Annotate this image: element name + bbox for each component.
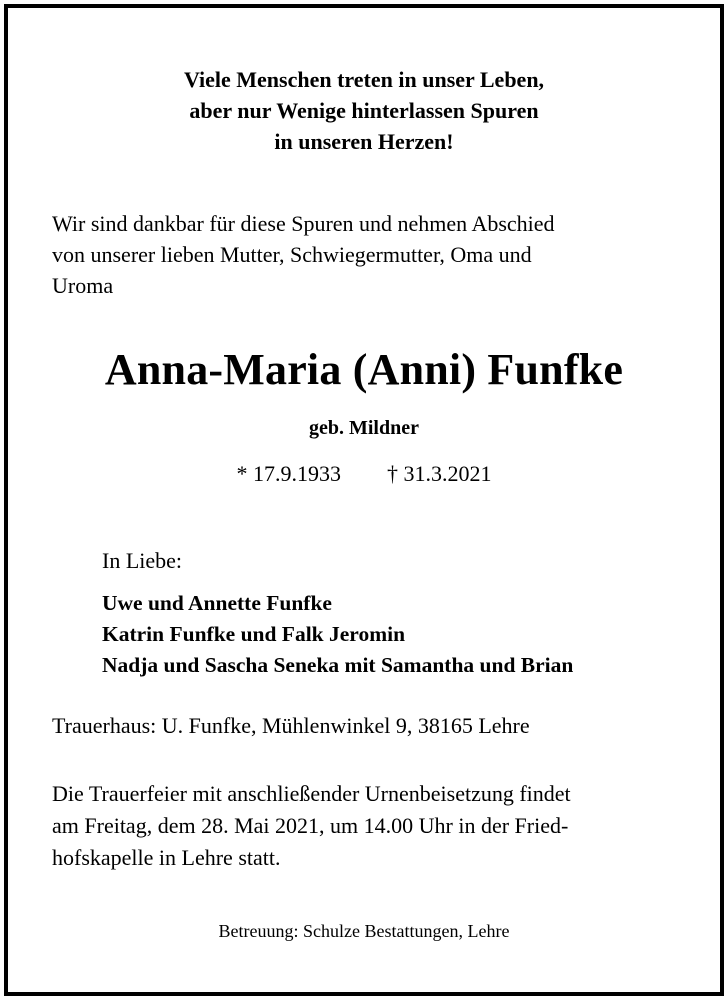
intro-line-3: Uroma: [52, 273, 114, 298]
mourners-label: In Liebe:: [102, 548, 183, 573]
farewell-intro: [52, 208, 555, 301]
mourners-list: [102, 588, 573, 681]
deceased-name: Anna-Maria (Anni) Funfke: [104, 345, 624, 394]
house-of-mourning: Trauerhaus: U. Funfke, Mühlenwinkel 9, 38165 Lehre: [52, 713, 530, 738]
obituary-frame: [4, 4, 724, 996]
motto-line-3: in unseren Herzen!: [274, 129, 454, 154]
life-dates: [8, 459, 720, 489]
ceremony-line-3: hofskapelle in Lehre statt.: [52, 845, 281, 870]
ceremony-notice: [52, 778, 571, 874]
birth-date: * 17.9.1933: [236, 461, 341, 486]
mourner-name: Nadja und Sascha Seneka mit Samantha und Brian: [102, 653, 574, 677]
maiden-name: geb. Mildner: [309, 417, 419, 439]
ceremony-line-2: am Freitag, dem 28. Mai 2021, um 14.00 Uhr in der Fried-: [52, 813, 569, 838]
motto-verse: [8, 64, 720, 157]
intro-line-1: Wir sind dankbar für diese Spuren und nehmen Abschied: [52, 211, 555, 236]
motto-line-2: aber nur Wenige hinterlassen Spuren: [189, 98, 539, 123]
mourner-name: Uwe und Annette Funfke: [102, 591, 332, 615]
ceremony-line-1: Die Trauerfeier mit anschließender Urnenbeisetzung findet: [52, 781, 571, 806]
death-date: † 31.3.2021: [387, 461, 492, 486]
mourner-name: Katrin Funfke und Falk Jeromin: [102, 622, 406, 646]
undertaker-credit: Betreuung: Schulze Bestattungen, Lehre: [218, 921, 510, 941]
intro-line-2: von unserer lieben Mutter, Schwiegermutter, Oma und: [52, 242, 532, 267]
motto-line-1: Viele Menschen treten in unser Leben,: [183, 67, 545, 92]
